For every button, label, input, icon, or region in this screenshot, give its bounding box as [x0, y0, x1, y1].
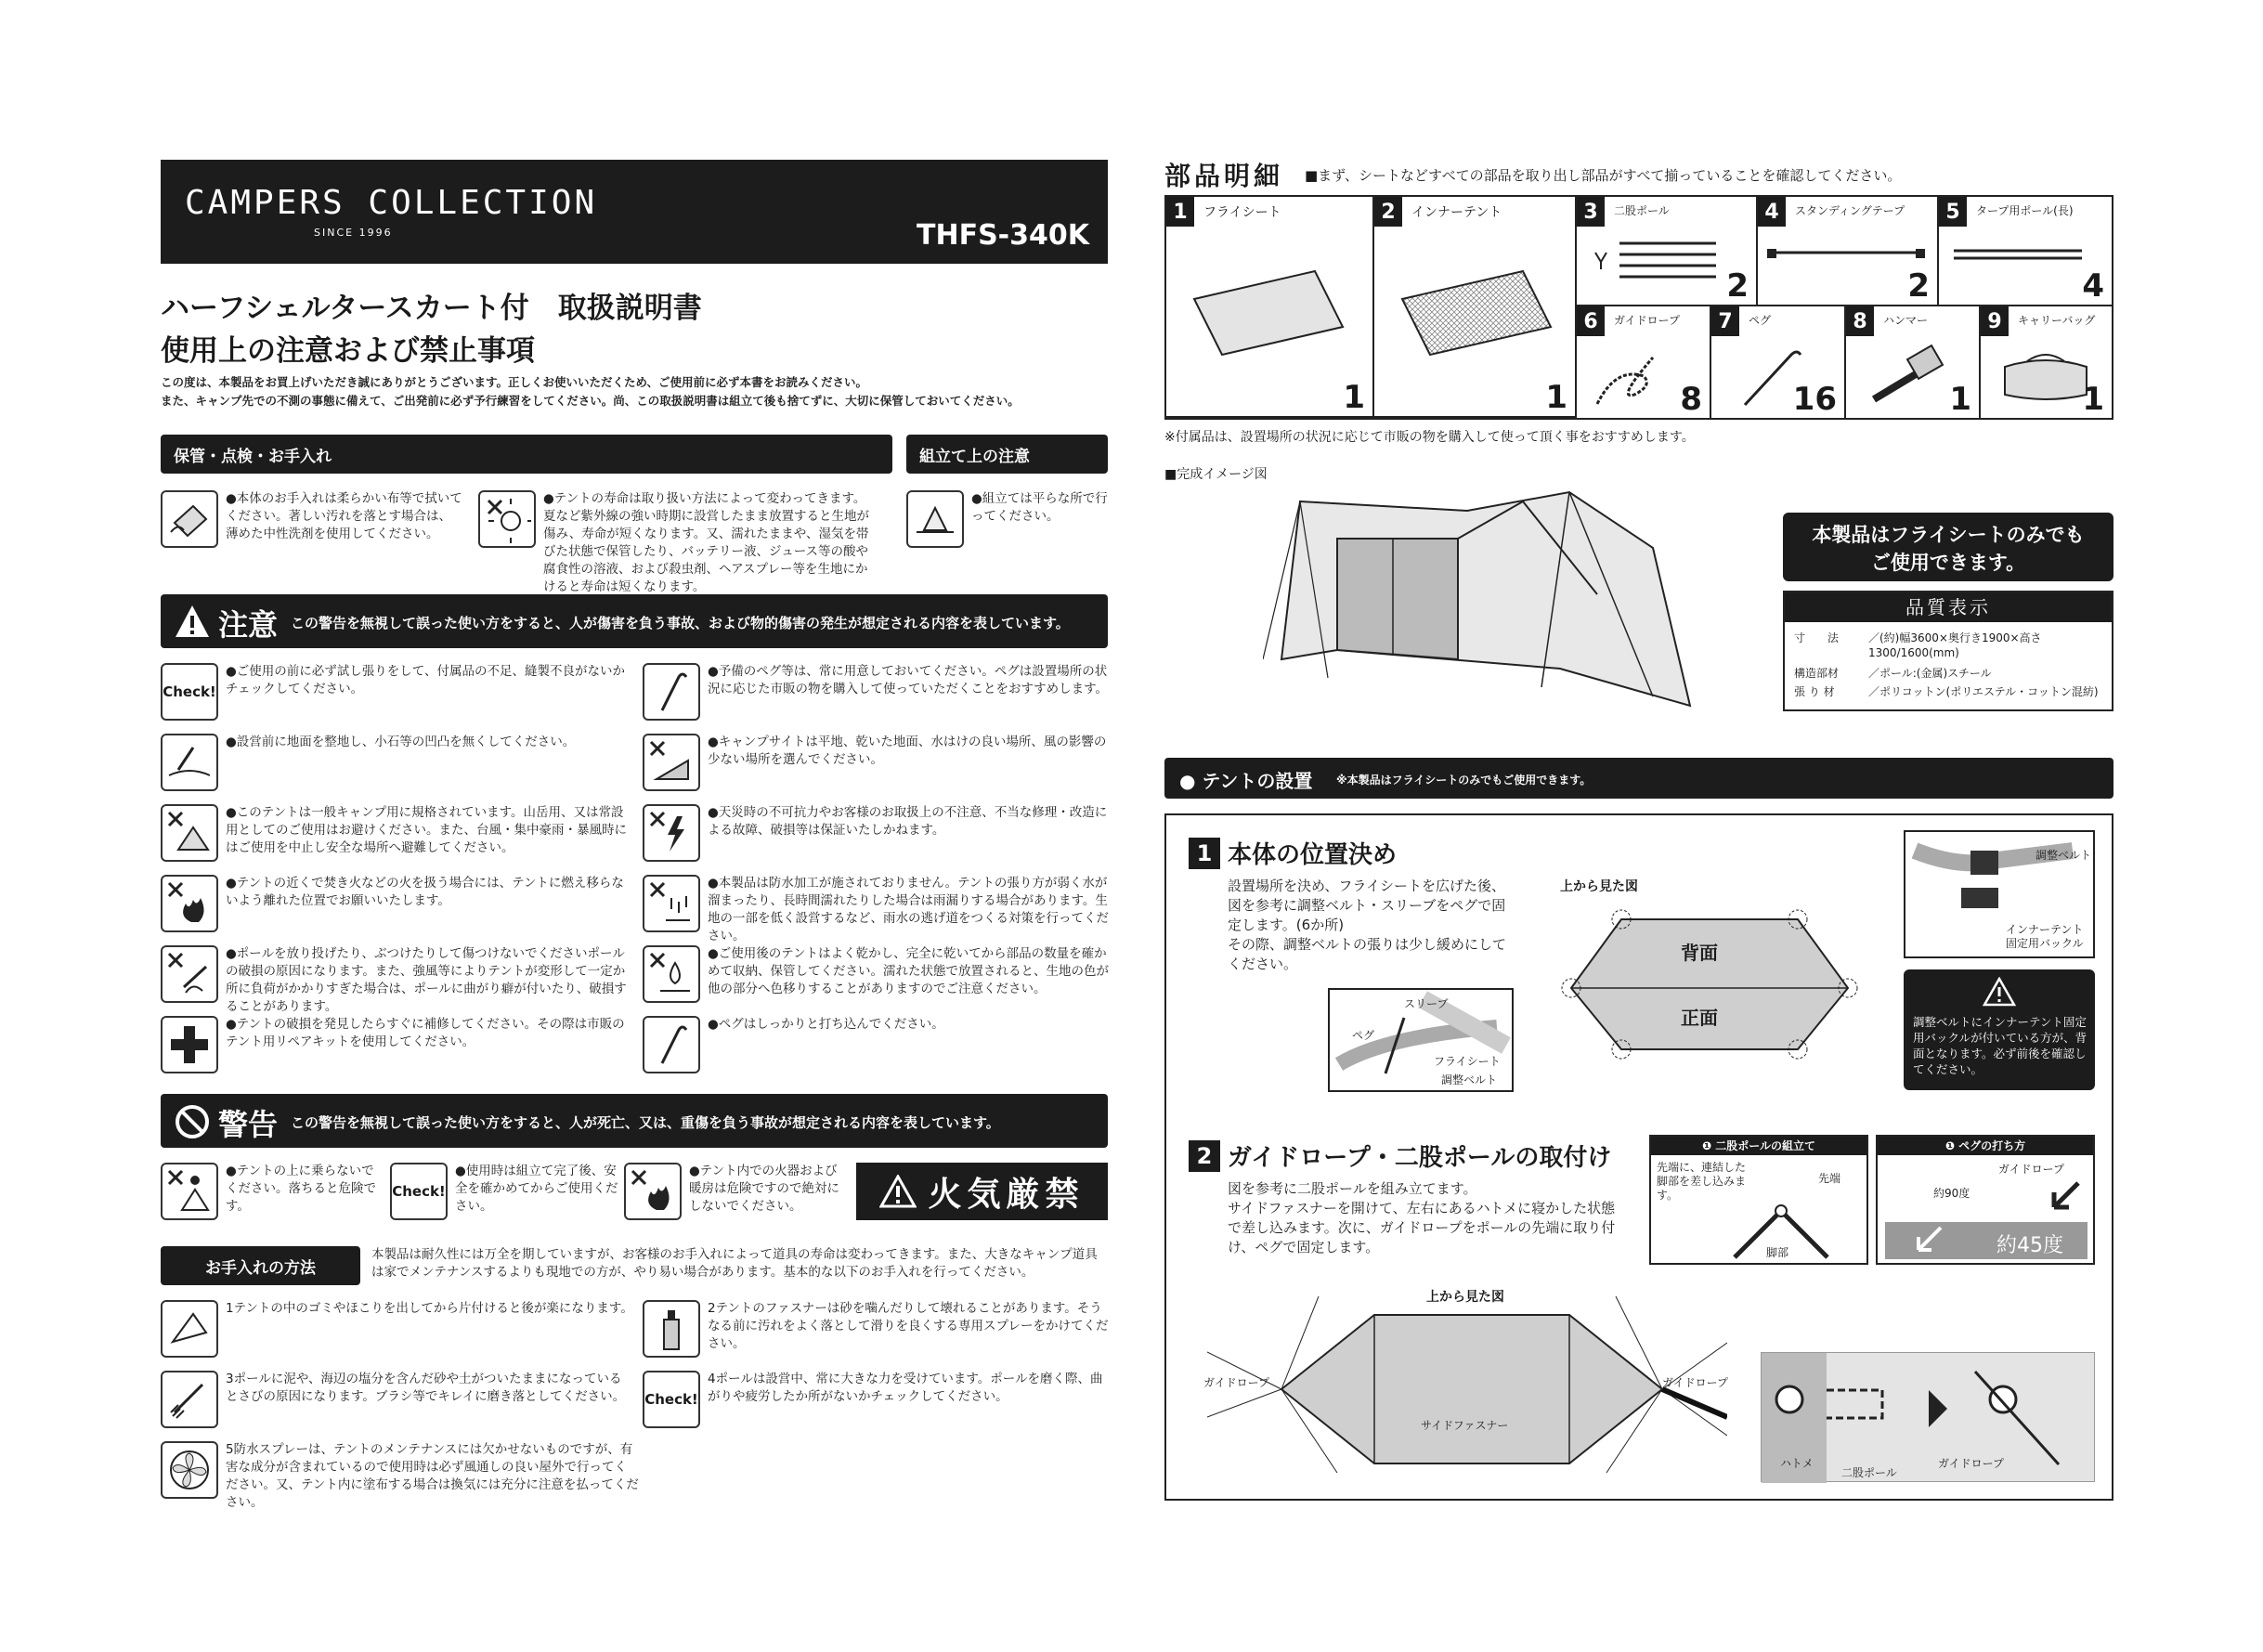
warning-title: 警告 — [218, 1107, 279, 1142]
flysheet-label: フライシート — [1434, 1055, 1501, 1068]
setup-bar — [1164, 758, 2113, 799]
down-arrow-icon — [2045, 1179, 2082, 1216]
angle-arrow-icon — [1913, 1226, 1944, 1255]
storage-item-2: ●テントの寿命は取り扱い方法によって変わってきます。夏など紫外線の強い時期に設営したまま放置すると生地が傷み、寿命が短くなります。又、濡れたままや、湿気を帯びた状態で保管したり、バッテリー液、ジュース等の酸や腐食性の溶液、および殺虫剤、ヘアスプレー等を生地にかけると寿命は短くなります。 — [543, 491, 869, 594]
wipe-icon — [161, 490, 218, 548]
flat-ground-icon — [906, 490, 964, 548]
fire-ban-text: 火気厳禁 — [928, 1175, 1085, 1214]
flysheet-only-line-1: 本製品はフライシートのみでも — [1812, 524, 2085, 546]
carry-bag-icon — [1999, 348, 2092, 404]
standing-tape-icon — [1767, 243, 1925, 271]
part-7-qty: 16 — [1792, 381, 1837, 418]
part-9-qty: 1 — [2082, 381, 2104, 418]
prohibited-icon — [174, 1103, 211, 1140]
check-label: Check! — [163, 683, 216, 700]
no-throw-pole-icon — [161, 945, 218, 1003]
parts-footnote: ※付属品は、設置場所の状況に応じて市販の物を購入して使って頂く事をおすすめします。 — [1164, 430, 1695, 445]
no-storm-icon — [161, 804, 218, 862]
buckle-detail-box — [1904, 830, 2095, 958]
step2-top-view-label: 上から見た図 — [1426, 1290, 1504, 1305]
fire-ban-warning-icon — [879, 1175, 917, 1208]
part-8-number: 8 — [1846, 306, 1874, 336]
no-climb-icon — [161, 1163, 218, 1220]
step1-text-line-5: ください。 — [1228, 956, 1298, 972]
guy-right-label: ガイドロープ — [1662, 1376, 1729, 1389]
part-6-name: ガイドロープ — [1614, 314, 1681, 327]
care-heading: お手入れの方法 — [161, 1246, 360, 1285]
part-3-name: 二股ポール — [1614, 204, 1670, 217]
parts-note: ■まず、シートなどすべての部品を取り出し部品がすべて揃っていることを確認してください。 — [1305, 167, 1902, 184]
repair-plus-icon — [161, 1016, 218, 1073]
brand-header — [161, 160, 1108, 264]
caution-right-5: ●ご使用後のテントはよく乾かし、完全に乾いてから部品の数量を確かめて収納、保管してください。濡れた状態で放置されると、生地の色が他の部分へ色移りすることがありますのでご注意ください。 — [708, 946, 1109, 996]
guy-rope-icon — [1588, 348, 1662, 413]
caution-left-6: ●テントの破損を発見したらすぐに補修してください。その際は市販のテント用リペアキットを使用してください。 — [226, 1017, 625, 1049]
storage-item-1: ●本体のお手入れは柔らかい布等で拭いてください。著しい汚れを落とす場合は、薄めた中性洗剤を使用してください。 — [226, 491, 462, 541]
brand-name: CAMPERS COLLECTION — [185, 184, 598, 222]
step1-text-line-1: 設置場所を決め、フライシートを広げた後、 — [1228, 878, 1505, 894]
quality-row1b-value: 1300/1600(mm) — [1868, 646, 1959, 659]
part-5-number: 5 — [1939, 197, 1967, 227]
step2-text-line-2: サイドファスナーを開けて、左右にあるハトメに寝かした状態 — [1228, 1200, 1616, 1216]
part-4-qty: 2 — [1907, 267, 1930, 305]
sleeve-label: スリーブ — [1404, 997, 1449, 1010]
part-6-number: 6 — [1577, 306, 1605, 336]
care-item-3: 3ポールに泥や、海辺の塩分を含んだ砂や土がついたままになっているとさびの原因になります。ブラシ等でキレイに磨き落としてください。 — [226, 1372, 626, 1404]
brush-icon — [161, 1371, 218, 1428]
part-5-qty: 4 — [2082, 267, 2104, 305]
part-1-qty: 1 — [1343, 379, 1365, 416]
caution-right-6: ●ペグはしっかりと打ち込んでください。 — [708, 1017, 944, 1032]
caution-desc: この警告を無視して誤った使い方をすると、人が傷害を負う事故、および物的傷害の発生が想定される内容を表しています。 — [291, 615, 1070, 631]
doc-title-1: ハーフシェルタースカート付 取扱説明書 — [161, 292, 702, 325]
part-1-name: フライシート — [1203, 205, 1281, 220]
parts-title: 部品明細 — [1164, 161, 1284, 191]
warning-triangle-icon — [174, 604, 211, 639]
step1-front-label: 正面 — [1681, 1007, 1718, 1029]
part-8-qty: 1 — [1949, 381, 1971, 418]
peg-guy-label: ガイドロープ — [1998, 1163, 2065, 1176]
part-1 — [1166, 197, 1374, 418]
parts-table — [1164, 195, 2113, 420]
part-5-name: タープ用ポール(長) — [1976, 204, 2074, 217]
flysheet-only-line-2: ご使用できます。 — [1870, 552, 2026, 574]
warning-item-1: ●テントの上に乗らないでください。落ちると危険です。 — [226, 1164, 376, 1214]
hammer-icon — [1865, 344, 1948, 409]
intro-line-1: この度は、本製品をお買上げいただき誠にありがとうございます。正しくお使いいただくため、ご使用前に必ず本書をお読みください。 — [161, 375, 868, 389]
part-4 — [1758, 197, 1939, 306]
fire-ban-sign — [856, 1163, 1108, 1220]
no-fire-indoor-icon — [624, 1163, 682, 1220]
assembly-item: ●組立ては平らな所で行ってください。 — [971, 491, 1108, 524]
step2-text-line-3: で差し込みます。次に、ガイドロープをポールの先端に取り付 — [1228, 1219, 1616, 1236]
quality-title: 品質表示 — [1785, 592, 2112, 622]
part-9-name: キャリーバッグ — [2018, 314, 2096, 327]
pole-joint-illustration — [1716, 1174, 1865, 1263]
level-ground-icon — [161, 734, 218, 791]
part-2 — [1374, 197, 1577, 418]
part-3-qty: 2 — [1726, 267, 1749, 305]
quality-row1-label: 寸 法 — [1794, 631, 1840, 644]
step1-text-line-4: その際、調整ベルトの張りは少し緩めにして — [1228, 936, 1507, 953]
part-8 — [1846, 306, 1981, 418]
leg-label: 脚部 — [1766, 1246, 1789, 1259]
assembly-heading: 組立て上の注意 — [906, 435, 1108, 474]
part-6 — [1577, 306, 1711, 418]
quality-row1-value: ／(約)幅3600×奥行き1900×高さ — [1868, 631, 2042, 644]
check-label-3: Check! — [644, 1391, 698, 1408]
caution-right-4: ●本製品は防水加工が施されておりません。テントの張り方が弱く水が溜まったり、長時間濡れたりした場合は雨漏りする場合があります。生地の一部を低く設営するなど、雨水の逃げ道をつくる対策を行ってください。 — [708, 876, 1109, 943]
dustpan-icon — [161, 1300, 218, 1358]
part-6-qty: 8 — [1680, 381, 1702, 418]
warning-item-2: ●使用時は組立て完了後、安全を確かめてからご使用ください。 — [455, 1164, 618, 1214]
buckle-label: インナーテント 固定用バックル — [2006, 923, 2084, 950]
part-4-number: 4 — [1758, 197, 1786, 227]
guy-left-label: ガイドロープ — [1203, 1376, 1270, 1389]
part-4-name: スタンディングテープ — [1795, 204, 1905, 217]
completed-label: ■完成イメージ図 — [1164, 467, 1268, 482]
quality-row2-label: 構造部材 — [1794, 667, 1840, 680]
pole-assembly-box — [1649, 1135, 1868, 1265]
caution-right-3: ●天災時の不可抗力やお客様のお取扱上の不注意、不当な修理・改造による故障、破損等は保証いたしかねます。 — [708, 805, 1108, 838]
angle-90-label: 約90度 — [1933, 1187, 1970, 1200]
part-7-name: ペグ — [1749, 314, 1772, 327]
step2-text — [1228, 1179, 1615, 1257]
setup-heading: ● テントの設置 — [1179, 770, 1313, 792]
brand-since: SINCE 1996 — [314, 227, 393, 239]
completed-tent-illustration — [1263, 483, 1709, 724]
no-slope-icon — [643, 734, 700, 791]
caution-right-2: ●キャンプサイトは平地、乾いた地面、水はけの良い場所、風の影響の少ない場所を選んでください。 — [708, 735, 1107, 767]
no-lightning-icon — [643, 804, 700, 862]
step2-title-text: ガイドロープ・二股ポールの取付け — [1228, 1144, 1612, 1172]
step1-text-line-2: 図を参考に調整ベルト・スリーブをペグで固 — [1228, 897, 1506, 914]
caution-left-3: ●このテントは一般キャンプ用に規格されています。山岳用、又は常設用としてのご使用はお避けください。また、台風・集中豪雨・暴風時にはご使用を中止し安全な場所へ避難してください。 — [226, 805, 627, 855]
tarp-pole-icon — [1948, 243, 2087, 271]
caution-right-1: ●予備のペグ等は、常に用意しておいてください。ペグは設置場所の状況に応じた市販の物を購入して使っていただくことをおすすめします。 — [708, 664, 1109, 696]
tip-label: 先端 — [1818, 1172, 1841, 1185]
care-desc: 本製品は耐久性には万全を期していますが、お客様のお手入れによって道具の寿命は変わってきます。また、大きなキャンプ道具は家でメンテナンスするよりも現地での方が、やり易い場合があります。基本的な以下のお手入れを行ってください。 — [371, 1247, 1098, 1280]
quality-row3-value: ／ポリコットン(ポリエステル・コットン混紡) — [1868, 685, 2099, 698]
step2-top-view — [1207, 1278, 1727, 1482]
grommet-label: ハトメ — [1780, 1457, 1814, 1470]
peg-method-box — [1876, 1135, 2095, 1265]
step1-top-view — [1541, 873, 1876, 1077]
quality-box — [1783, 591, 2113, 711]
check-icon-3 — [643, 1371, 700, 1428]
caution-left-1: ●ご使用の前に必ず試し張りをして、付属品の不足、縫製不良がないかチェックしてください。 — [226, 664, 626, 696]
part-5 — [1939, 197, 2112, 306]
part-2-number: 2 — [1374, 197, 1402, 227]
step2-number: 2 — [1189, 1140, 1220, 1172]
angle-45-label: 約45度 — [1996, 1234, 2063, 1257]
belt-label: 調整ベルト — [2035, 849, 2092, 862]
part-1-number: 1 — [1166, 197, 1194, 227]
care-item-1: 1テントの中のゴミやほこりを出してから片付けると後が楽になります。 — [226, 1301, 633, 1316]
sleeve-detail-box — [1328, 988, 1514, 1092]
spray-can-icon — [643, 1300, 700, 1358]
step1-text-line-3: 定します。(6か所) — [1228, 917, 1345, 933]
check-label-2: Check! — [392, 1183, 446, 1200]
caution-title: 注意 — [218, 607, 279, 643]
step1-title-text: 本体の位置決め — [1228, 841, 1398, 869]
step2-text-line-4: け、ペグで固定します。 — [1228, 1239, 1380, 1255]
warning-bar — [161, 1094, 1108, 1148]
check-icon — [161, 663, 218, 721]
care-item-2: 2テントのファスナーは砂を噛んだりして壊れることがあります。そうなる前に汚れをよく落として滑りを良くする専用スプレーをかけてください。 — [708, 1301, 1109, 1351]
twin-pole-icon — [1586, 234, 1725, 290]
caution-left-4: ●テントの近くで焚き火などの火を扱う場合には、テントに燃え移らないよう離れた位置でお願いいたします。 — [226, 876, 624, 908]
no-waterproof-icon — [643, 875, 700, 932]
step1-number: 1 — [1189, 838, 1220, 869]
angle-45-panel — [1885, 1222, 2087, 1259]
check-icon-2 — [390, 1163, 448, 1220]
step1-title — [1189, 836, 1397, 870]
step1-warning-icon — [1983, 977, 2016, 1007]
fire-icon — [161, 875, 218, 932]
pole-assembly-text: 先端に、連結した脚部を差し込みます。 — [1657, 1161, 1747, 1202]
adj-belt-label: 調整ベルト — [1441, 1073, 1498, 1086]
model-number: THFS-340K — [917, 219, 1089, 252]
peg-icon — [643, 663, 700, 721]
part-9-number: 9 — [1981, 306, 2009, 336]
part-7 — [1711, 306, 1846, 418]
warning-desc: この警告を無視して誤った使い方をすると、人が死亡、又は、重傷を負う事故が想定される内容を表しています。 — [291, 1114, 1000, 1131]
caution-bar — [161, 594, 1108, 648]
step2-text-line-1: 図を参考に二股ポールを組み立てます。 — [1228, 1180, 1477, 1197]
no-sunlight-icon — [478, 490, 536, 548]
pole-assembly-title: ❶ 二股ポールの組立て — [1651, 1137, 1866, 1155]
step2-title — [1189, 1138, 1611, 1173]
peg-method-title: ❶ ペグの打ち方 — [1878, 1137, 2093, 1155]
ventilation-fan-icon — [161, 1441, 218, 1499]
care-item-5: 5防水スプレーは、テントのメンテナンスには欠かせないものですが、有害な成分が含まれているので使用時は必ず風通しの良い屋外で行ってください。又、テント内に塗布する場合は換気には充分に注意を払ってください。 — [226, 1442, 639, 1510]
part-7-number: 7 — [1711, 306, 1739, 336]
step1-back-label: 背面 — [1681, 942, 1718, 964]
warning-item-3: ●テント内での火器および暖房は危険ですので絶対にしないでください。 — [689, 1164, 839, 1214]
quality-row2-value: ／ポール:(金属)スチール — [1868, 667, 1992, 680]
part-3-number: 3 — [1577, 197, 1605, 227]
care-item-4: 4ポールは設営中、常に大きな力を受けています。ポールを磨く際、曲がりや疲労したか所がないかチェックしてください。 — [708, 1372, 1103, 1404]
doc-title-2: 使用上の注意および禁止事項 — [161, 334, 535, 368]
caution-left-2: ●設営前に地面を整地し、小石等の凹凸を無くしてください。 — [226, 735, 576, 749]
step1-top-view-label: 上から見た図 — [1560, 879, 1638, 894]
part-2-qty: 1 — [1545, 379, 1567, 416]
intro-line-2: また、キャンプ先での不測の事態に備えて、ご出発前に必ず予行練習をしてください。尚、この取扱説明書は組立て後も捨てずに、大切に保管しておいてください。 — [161, 394, 1020, 408]
part-3 — [1577, 197, 1758, 306]
pole-label: 二股ポール — [1841, 1466, 1897, 1479]
no-wet-storage-icon — [643, 945, 700, 1003]
setup-note: ※本製品はフライシートのみでもご使用できます。 — [1336, 774, 1592, 787]
peg-firm-icon — [643, 1016, 700, 1073]
inner-tent-icon — [1393, 262, 1560, 364]
flysheet-icon — [1185, 262, 1352, 364]
flysheet-only-badge — [1783, 513, 2113, 581]
guy-rope-label-2: ガイドロープ — [1938, 1457, 2005, 1470]
grommet-detail — [1761, 1352, 2095, 1482]
quality-row3-label: 張 り 材 — [1794, 685, 1835, 698]
step1-warning-box — [1904, 969, 2095, 1090]
part-2-name: インナーテント — [1411, 205, 1502, 220]
part-8-name: ハンマー — [1883, 314, 1929, 327]
storage-heading: 保管・点検・お手入れ — [161, 435, 892, 474]
step1-warning-text: 調整ベルトにインナーテント固定用バックルが付いている方が、背面となります。必ず前後を確認してください。 — [1913, 1015, 2087, 1076]
step1-text — [1228, 877, 1506, 974]
part-9 — [1981, 306, 2112, 418]
side-zip-label: サイドファスナー — [1421, 1419, 1509, 1432]
caution-left-5: ●ポールを放り投げたり、ぶつけたりして傷つけないでくださいポールの破損の原因になります。また、強風等によりテントが変形して一定か所に負荷がかかりすぎた場合は、ポールに曲がり癖が付いたり、破損することがあります。 — [226, 946, 627, 1014]
peg-label: ペグ — [1352, 1029, 1375, 1042]
